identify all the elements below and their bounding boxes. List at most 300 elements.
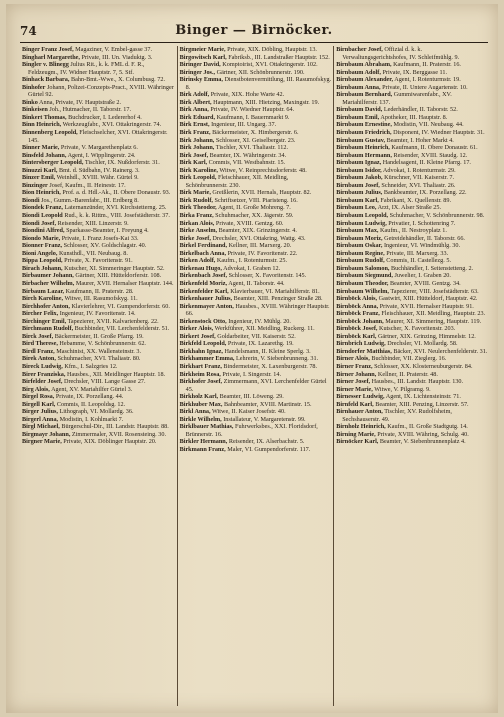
directory-entry	[22, 54, 175, 62]
entry-details: Kaufmann, II. Praterstr. 28.	[65, 287, 134, 295]
column-2	[177, 46, 334, 706]
entry-name: Birkle Wilhelm,	[179, 415, 222, 423]
entry-name: Birnböck Franz,	[336, 310, 380, 318]
entry-name: Birnböck Karl,	[336, 332, 377, 340]
entry-name: Bird Therese,	[22, 340, 58, 348]
entry-details: Handelsmann, II. Kleine Sperlg. 3.	[224, 347, 311, 355]
entry-details: Schlosser, XV. Goldschlagstr. 40.	[63, 242, 147, 250]
directory-entry	[336, 189, 488, 197]
entry-name: Birnbaum Emil,	[336, 113, 380, 121]
entry-name: Birnbaum Gustav,	[336, 136, 386, 144]
directory-entry	[22, 84, 175, 99]
entry-details: Zimmermann, XVI. Lerchenfelder Gürtel 45.	[185, 378, 327, 393]
directory-entry	[22, 159, 175, 167]
entry-details: Gummiwarenfabr., XV. Mariahilferstr. 137.	[342, 91, 452, 106]
directory-entry	[336, 174, 488, 182]
directory-entry	[336, 106, 488, 114]
entry-name: Binn Heinrich,	[22, 121, 62, 129]
entry-details: Private, I. Singerstr. 14.	[222, 370, 282, 378]
directory-entry	[22, 197, 175, 205]
directory-entry	[180, 265, 332, 273]
entry-details: Modistin, I. Kohlmarkt 7.	[59, 415, 124, 423]
entry-details: Beamter, IX. Währingerstr. 34.	[209, 151, 287, 159]
directory-entry	[22, 431, 175, 439]
entry-details: Buchhändler, I. Seitenstetteng. 2.	[391, 264, 474, 272]
entry-details: Reisender, IX. Alserbachstr. 5.	[228, 438, 305, 446]
entry-name: Birnbaum Ludwig,	[336, 219, 387, 227]
entry-details: Offizial d. k. k. Verwaltungsgerichtshofes, IV. Schleifmühlg. 9.	[342, 46, 460, 61]
entry-name: Birnbaum Hermann,	[336, 151, 392, 159]
entry-details: Beamter, XIX. Grinzingerstr. 4.	[218, 227, 297, 235]
entry-details: Bürgerschul-Dir., III. Landstr. Hauptstr. 88.	[61, 423, 169, 431]
directory-entry	[22, 257, 175, 265]
entry-details: Prof. a. d. Hdl.-Ak., II. Obere Donaustr. 93.	[62, 189, 171, 197]
entry-details: Schuhmacher, XX. Jägerstr. 59.	[215, 212, 294, 220]
entry-details: Privatier, I. Schottenring 7.	[388, 219, 456, 227]
entry-details: Kürschner, VII. Kaiserstr. 7.	[384, 174, 455, 182]
entry-details: Reisender, XIII. Linzerstr. 9.	[57, 219, 129, 227]
directory-entry	[336, 76, 488, 84]
entry-details: Gastwirt, XIII. Hütteldorf, Hauptstr. 42.	[378, 295, 478, 303]
directory-entry	[22, 220, 175, 228]
entry-details: Maler, VI. Gumpendorferstr. 117.	[227, 445, 311, 453]
directory-entry	[22, 204, 175, 212]
entry-details: Kaufm., II. Große Stadtgutg. 14.	[387, 423, 468, 431]
entry-details: Bahn-Bmt.-Wwe., X. Columbusg. 72.	[71, 76, 166, 84]
entry-details: Werkzeugfabr., XVI. Ottakringerstr. 74.	[62, 121, 162, 129]
entry-name: Birnbaum Oskar,	[336, 242, 383, 250]
directory-entry	[180, 378, 332, 393]
directory-entry	[336, 129, 488, 137]
entry-details: Beamter, V. Siebenbrunnenplatz 4.	[379, 438, 466, 446]
entry-details: Schlosser, XX. Klosterneuburgerstr. 84.	[374, 362, 473, 370]
entry-details: Kaufm., II. Nestroyplatz 1.	[380, 227, 447, 235]
entry-name: Birk Josef,	[179, 151, 209, 159]
entry-name: Birkenhauer Julius,	[179, 295, 233, 303]
directory-entry	[22, 121, 175, 129]
directory-entry	[336, 212, 488, 220]
entry-details: Julius Rit., k. k. FML d. F. R., Feldzeugm., IV. Widner Hauptstr. 7, 5. Stf.	[28, 61, 145, 76]
entry-details: Witwe, V. Reinprechtsdorferstr. 48.	[219, 166, 307, 174]
directory-entry	[336, 204, 488, 212]
directory-entry	[22, 310, 175, 318]
entry-name: Birkheim Rosa,	[179, 370, 221, 378]
directory-entry	[22, 371, 175, 379]
entry-details: Buchdrucker, I. Ledererhof 4.	[68, 113, 142, 121]
entry-name: Binnenberg Leopold,	[22, 129, 78, 137]
directory-entry	[180, 61, 332, 69]
entry-name: Birner Johann,	[336, 370, 377, 378]
entry-details: Reisender, XVIII. Staudg. 12.	[393, 151, 468, 159]
entry-name: Birkfeld Leopold,	[179, 340, 227, 348]
entry-name: Birnbaum Theodor,	[336, 279, 389, 287]
entry-details: Komptoirist, XVI. Ottakringerstr. 102.	[222, 61, 318, 69]
entry-details: Kellner, II. Praterstr. 48.	[377, 370, 438, 378]
entry-details: Kaufmann, II. Obere Donaustr. 61.	[391, 144, 478, 152]
directory-entry	[180, 235, 332, 243]
entry-details: Fleischselcher, XVI. Ottakringerstr. 145.	[28, 129, 168, 144]
directory-entry	[336, 355, 488, 363]
directory-page	[6, 4, 498, 713]
entry-details: Beamter, XVIII. Gentzg. 34.	[390, 279, 461, 287]
directory-entry	[336, 144, 488, 152]
entry-details: Zimmermaler, XVII. Rosensteing. 30.	[71, 430, 167, 438]
directory-entry	[336, 227, 488, 235]
entry-name: Bingler v. Blinegg	[22, 61, 69, 69]
directory-entry	[22, 250, 175, 258]
entry-name: Birk Johann,	[179, 144, 215, 152]
directory-entry	[22, 318, 175, 326]
entry-name: Birnbaum Alexander,	[336, 76, 394, 84]
directory-entry	[336, 386, 488, 394]
entry-details: Fleischhauer, XII. Meidling, Schönbrunnerstr. 230.	[185, 174, 289, 189]
entry-details: Kutscher, XI. Simmeringer Hauptstr. 52.	[64, 264, 165, 272]
entry-name: Birkhahn Ignaz,	[179, 347, 223, 355]
directory-entry	[22, 393, 175, 401]
directory-entry	[180, 416, 332, 424]
entry-details: Gärtner, XIII. Hütteldorferstr. 108.	[75, 272, 162, 280]
entry-details: Kutscher, X. Favoritenstr. 203.	[379, 325, 456, 333]
directory-entry	[180, 333, 332, 341]
entry-details: Private, XIX. Hohe Warte 42.	[210, 91, 285, 99]
entry-details: Fabrikant, X. Quellenstr. 89.	[380, 196, 452, 204]
entry-details: Rud., k. k. Rittm., VIII. Josefstädterstr. 37.	[64, 212, 170, 220]
entry-details: Advokat, I. Graben 12.	[223, 264, 281, 272]
directory-entry	[180, 288, 332, 296]
entry-name: Birkel Ferdinand,	[179, 242, 228, 250]
entry-details: Witwe, III. Rasumofskyg. 11.	[64, 295, 138, 303]
entry-details: Agent, I. Wipplingerstr. 24.	[67, 151, 136, 159]
directory-entry	[22, 152, 175, 160]
entry-name: Birgowitsch Karl,	[179, 53, 227, 61]
directory-entry	[180, 280, 332, 288]
entry-name: Bion Heinrich,	[22, 189, 61, 197]
entry-details: Ingenieur, III. Ungarg. 37.	[211, 121, 277, 129]
directory-entry	[22, 288, 175, 296]
directory-entry	[180, 99, 332, 107]
entry-name: Birkenau Hugo,	[179, 264, 222, 272]
column-1	[20, 46, 177, 706]
entry-name: Binger Franz Josef,	[22, 46, 74, 53]
entry-name: Birndorfer Matthias,	[336, 347, 392, 355]
entry-name: Birdl Franz,	[22, 347, 55, 355]
entry-name: Birbaumer Johann,	[22, 272, 74, 280]
entry-details: Maurer, XI. Simmering, Hauptstr. 119.	[385, 317, 482, 325]
entry-details: Klavierlehrer, VI. Gumpendorferstr. 60.	[71, 302, 170, 310]
entry-name: Birner Josef,	[336, 378, 371, 386]
directory-entry	[180, 250, 332, 258]
entry-name: Bircher Felix,	[22, 310, 59, 318]
directory-entry	[336, 340, 488, 348]
entry-name: Birnbaum Bernhard,	[336, 91, 393, 99]
directory-entry	[336, 401, 488, 409]
entry-details: Joh., Hutmacher, II. Taborstr. 17.	[49, 106, 132, 114]
entry-details: Dienstbotenvermittlung, III. Rasumofskyg. 8.	[185, 76, 332, 91]
entry-details: Disponent, IV. Wiedner Hauptstr. 31.	[393, 129, 485, 137]
entry-name: Binzinger	[22, 181, 48, 189]
directory-entry	[180, 129, 332, 137]
entry-name: Birnhauer Anton,	[336, 408, 383, 416]
entry-name: Birkelbach Anna,	[179, 249, 227, 257]
directory-entry	[180, 220, 332, 228]
entry-name: Birnbaum Adolf,	[336, 68, 381, 76]
directory-entry	[180, 159, 332, 167]
entry-name: Birkhuber Max,	[179, 400, 223, 408]
entry-name: Birk Johann,	[179, 136, 215, 144]
directory-entry	[336, 265, 488, 273]
entry-details: Handelsagent, II. Kleine Pfarrg. 17.	[382, 159, 471, 167]
directory-entry	[22, 144, 175, 152]
directory-entry	[22, 416, 175, 424]
entry-name: Birnbaum Regine,	[336, 249, 385, 257]
entry-name: Biondek Franz,	[22, 204, 63, 212]
entry-details: Kellner, III. Marxerg. 20.	[228, 242, 292, 250]
entry-details: Hausbes., XII. Meidlinger Hauptstr. 18.	[66, 370, 166, 378]
entry-name: Birke Josef,	[179, 234, 211, 242]
entry-name: Birnbaum Wilhelm,	[336, 287, 389, 295]
directory-entry	[22, 401, 175, 409]
directory-entry	[22, 167, 175, 175]
entry-name: Birk Franz,	[179, 129, 211, 137]
entry-details: Hauptmann, XIII. Hietzing, Maxingstr. 19.	[213, 98, 320, 106]
directory-entry	[22, 189, 175, 197]
entry-details: Schuhmacher, V. Schönbrunnerstr. 98.	[389, 212, 485, 220]
entry-name: Binsfeld Johann,	[22, 151, 67, 159]
entry-details: Sparkasse-Beamter, I. Freyung 4.	[66, 227, 149, 235]
directory-entry	[22, 378, 175, 386]
entry-name: Biondi	[22, 196, 40, 204]
entry-details: Maschinist, XX. Wallensteinstr. 3.	[56, 347, 142, 355]
directory-entry	[180, 340, 332, 348]
entry-details: Drechsler, XVI. Ottakring, Wattg. 43.	[212, 234, 306, 242]
entry-name: Birke Anselm,	[179, 227, 218, 235]
directory-entry	[180, 303, 332, 318]
entry-details: Private, IV. Wiedner Hauptstr. 64.	[210, 106, 295, 114]
entry-name: Birnbaum Ernestine,	[336, 121, 392, 129]
entry-details: Commis, II. Leopoldsg. 12.	[56, 400, 126, 408]
entry-details: Kaufm., I. Rotenturmstr. 25.	[216, 257, 288, 265]
entry-name: Birchinger Emil,	[22, 317, 67, 325]
entry-name: Birkenbach Josef,	[179, 272, 228, 280]
entry-name: Binkert Thomas,	[22, 113, 67, 121]
entry-details: Private, IX. Lazarethg. 19.	[227, 340, 294, 348]
directory-entry	[180, 46, 332, 54]
entry-details: Advokat, I. Rotenturmstr. 29.	[382, 166, 456, 174]
directory-entry	[336, 295, 488, 303]
entry-details: Tapezierer, VIII. Josefstädterstr. 63.	[390, 287, 479, 295]
entry-details: Modistin, VII. Neubaug. 44.	[393, 121, 464, 129]
entry-details: Lehrerin, V. Siebenbrunneng. 31.	[236, 355, 319, 363]
entry-name: Birgner Marie,	[22, 438, 62, 446]
entry-name: Biondi Josef,	[22, 219, 57, 227]
entry-name: Birnböck Johann,	[336, 317, 384, 325]
directory-entry	[336, 325, 488, 333]
entry-details: Hausbes., III. Landstr. Hauptstr. 130.	[371, 378, 464, 386]
directory-entry	[22, 265, 175, 273]
entry-details: Agent, XV. Mariahilfer Gürtel 3.	[51, 385, 133, 393]
entry-details: Beamter, I. Hoher Markt 4.	[386, 136, 454, 144]
directory-entry	[180, 227, 332, 235]
entry-name: Birner Marie,	[336, 385, 373, 393]
entry-name: Birkholz Karl,	[179, 393, 219, 401]
entry-name: Birk Leopold,	[179, 174, 217, 182]
entry-name: Birner Alois,	[336, 355, 370, 363]
entry-details: Buchbinder, VII. Zieglerg. 16.	[371, 355, 447, 363]
entry-name: Birkhofer Josef,	[179, 378, 223, 386]
entry-details: Goldarbeiter, VII. Kaiserstr. 52.	[217, 332, 296, 340]
directory-entry	[22, 272, 175, 280]
entry-details: Werkführer, XII. Meidling, Ruckerg. 11.	[214, 325, 315, 333]
entry-details: Fleischhauer, XII. Meidling, Hauptstr. 23.	[381, 310, 486, 318]
entry-name: Birklbauer Mathias,	[179, 423, 234, 431]
entry-name: Birch Karoline,	[22, 295, 64, 303]
page-number: 74	[20, 24, 37, 38]
entry-details: Private, IX. Porzellang. 44.	[55, 393, 124, 401]
entry-name: Birker Alois,	[179, 325, 214, 333]
entry-name: Birkler Hermann,	[179, 438, 228, 446]
directory-entry	[336, 423, 488, 431]
entry-details: Private, III. Un. Viaduktg. 3.	[81, 53, 153, 61]
entry-details: Kaufmann, I. Bauernmarkt 9.	[216, 113, 290, 121]
entry-details: Beamter, XIII. Penzinger Straße 28.	[233, 295, 323, 303]
directory-entry	[180, 446, 332, 454]
directory-entry	[22, 348, 175, 356]
entry-details: Agent, II. Taborstr. 44.	[228, 279, 285, 287]
directory-entry	[336, 318, 488, 326]
entry-name: Bingharl Margarethe,	[22, 53, 80, 61]
entry-details: Bankbeamter, IX. Porzellang. 22.	[383, 189, 467, 197]
directory-entry	[22, 76, 175, 84]
directory-entry	[22, 423, 175, 431]
directory-entry	[180, 204, 332, 212]
directory-entry	[180, 189, 332, 197]
entry-name: Birk Karl,	[179, 159, 208, 167]
directory-entry	[180, 401, 332, 409]
entry-details: Schlosser, X. Favoritenstr. 145.	[228, 272, 307, 280]
entry-details: Bahnbeamter, XVIII. Martinstr. 15.	[224, 400, 312, 408]
directory-entry	[336, 250, 488, 258]
entry-name: Birg Alois,	[22, 385, 50, 393]
directory-entry	[336, 378, 488, 386]
entry-details: Commis, II. Castellezg. 5.	[386, 257, 452, 265]
entry-name: Birk Albert,	[179, 98, 212, 106]
entry-name: Birk Adolf,	[179, 91, 210, 99]
directory-entry	[336, 348, 488, 356]
directory-entry	[22, 340, 175, 348]
entry-details: Fabriksb., III. Landstraßer Hauptstr. 152.	[228, 53, 330, 61]
entry-name: Birk Marie,	[179, 189, 211, 197]
entry-name: Binkeisen	[22, 106, 48, 114]
directory-entry	[22, 295, 175, 303]
page-header	[20, 24, 488, 42]
entry-name: Birnbacher Josef,	[336, 46, 383, 53]
directory-entry	[22, 280, 175, 288]
entry-details: Josef, Kaufm., II. Heinestr. 17.	[49, 181, 126, 189]
entry-name: Biringer David,	[179, 61, 221, 69]
directory-entry	[336, 235, 488, 243]
entry-details: Bäckermeister, X. Himbergerstr. 6.	[212, 129, 299, 137]
entry-name: Birk Eduard,	[179, 113, 216, 121]
entry-name: Birkenstock Otto,	[179, 317, 227, 325]
entry-name: Birger Julius,	[22, 408, 58, 416]
entry-name: Birkenfeld Moriz,	[179, 279, 228, 287]
directory-entry	[336, 257, 488, 265]
entry-details: Kunsthdl., VII. Neubaug. 8.	[58, 249, 128, 257]
entry-name: Birkan Alois,	[179, 219, 215, 227]
entry-name: Binner Marie,	[22, 144, 60, 152]
directory-entry	[22, 438, 175, 446]
entry-name: Birnbaum Ignaz,	[336, 159, 382, 167]
directory-entry	[336, 61, 488, 69]
directory-entry	[180, 167, 332, 175]
column-3	[333, 46, 490, 706]
entry-name: Birk Theodor,	[179, 204, 217, 212]
entry-name: Birk Ernst,	[179, 121, 210, 129]
entry-name: Birken Adolf,	[179, 257, 216, 265]
entry-details: Installateur, V. Margaretenstr. 99.	[223, 415, 306, 423]
entry-details: Tischler, IX. Nußdorferstr. 31.	[84, 159, 160, 167]
entry-name: Birnböck Josef,	[336, 325, 378, 333]
entry-details: Schuhmacher, XVI. Thaliastr. 80.	[57, 355, 141, 363]
entry-name: Birnbaum Karl,	[336, 196, 379, 204]
entry-name: Binuzzi Karl,	[22, 166, 58, 174]
entry-name: Binko	[22, 98, 38, 106]
entry-details: Private, V. Margarethenplatz 6.	[60, 144, 138, 152]
entry-details: Tischler, XVI. Thaliastr. 112.	[215, 144, 288, 152]
entry-details: Schlosser, XI. Geiselbergstr. 23.	[215, 136, 296, 144]
entry-name: Birgmeier Marie,	[179, 46, 226, 53]
entry-details: Private, IV. Favoritenstr. 22.	[227, 249, 298, 257]
entry-details: Kaufmann, II. Praterstr. 16.	[393, 61, 461, 69]
entry-name: Birnbaum Leo,	[336, 204, 377, 212]
entry-name: Birck Josef,	[22, 332, 54, 340]
entry-details: Weinhdl., XVIII. Währ. Gürtel 9.	[56, 174, 139, 182]
directory-entry	[180, 371, 332, 379]
entry-details: Witwe, II. Kaiser Josefstr. 40.	[211, 408, 286, 416]
entry-name: Birnbaum Rudolf,	[336, 257, 385, 265]
directory-entry	[180, 408, 332, 416]
directory-entry	[336, 69, 488, 77]
directory-entry	[336, 84, 488, 92]
directory-entry	[336, 288, 488, 296]
entry-name: Bionner Franz,	[22, 242, 63, 250]
entry-name: Birnöcker Karl,	[336, 438, 379, 446]
directory-entry	[180, 272, 332, 280]
entry-name: Biondo Marie,	[22, 234, 61, 242]
directory-entry	[22, 303, 175, 311]
entry-details: Hebamme, V. Schönbrunnerstr. 62.	[59, 340, 146, 348]
entry-name: Birnfeld Karl,	[336, 400, 374, 408]
entry-name: Birkhammer Emma,	[179, 355, 235, 363]
entry-name: Birkhart Franz,	[179, 362, 222, 370]
entry-name: Birnbaum Jakob,	[336, 174, 383, 182]
entry-details: Gärtner, XIX. Grinzing, Himmelstr. 12.	[377, 332, 476, 340]
directory-entry	[336, 310, 488, 318]
entry-details: Agent, II. Große Mohreng. 7.	[217, 204, 291, 212]
directory-entry	[336, 280, 488, 288]
entry-details: Arzt, IX. Alser Straße 25.	[377, 204, 442, 212]
entry-details: Magaziner, V. Embel-gasse 37.	[75, 46, 153, 53]
directory-entry	[336, 303, 488, 311]
entry-name: Binhofer	[22, 83, 46, 91]
entry-name: Birnbaum Max,	[336, 227, 379, 235]
entry-name: Birgell Karl,	[22, 400, 56, 408]
entry-details: Bäcker, XVI. Neulerchenfelderstr. 31.	[393, 347, 488, 355]
entry-name: Birnbrich Ludwig,	[336, 340, 386, 348]
directory-entry	[22, 386, 175, 394]
running-title: Binger — Birnöcker.	[175, 23, 333, 38]
entry-details: Agent, IX. Lichtensteinstr. 71.	[385, 393, 461, 401]
